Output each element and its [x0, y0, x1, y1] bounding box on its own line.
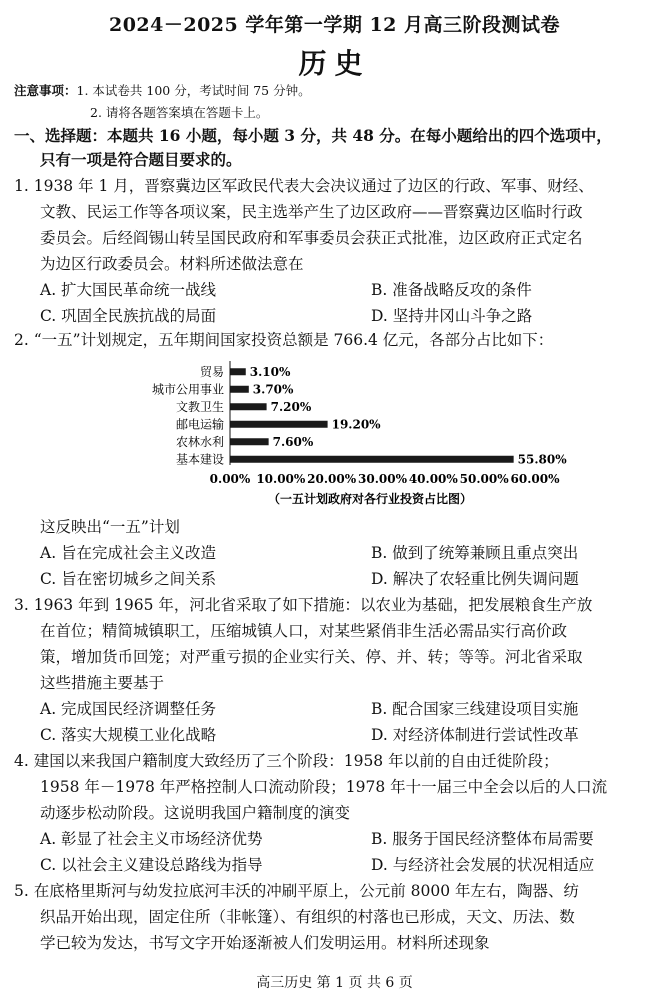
chart-x-tick-label: 50.00% — [459, 472, 509, 486]
chart-category-label: 农林水利 — [175, 434, 224, 449]
chart-x-tick-label: 20.00% — [307, 472, 357, 486]
notes-label: 注意事项： — [14, 83, 77, 98]
q1-stem: 委员会。后经阎锡山转呈国民政府和军事委员会获正式批准，边区政府正式定名 — [40, 229, 583, 247]
section-heading: 一、选择题：本题共 16 小题，每小题 3 分，共 48 分。在每小题给出的四个选项中， — [14, 126, 612, 145]
q2-stem: 2. “一五”计划规定，五年期间国家投资总额是 766.4 亿元，各部分占比如下： — [14, 331, 554, 349]
q3-option-d: D. 对经济体制进行尝试性改革 — [371, 726, 579, 744]
chart-category-label: 贸易 — [199, 364, 224, 379]
q4-stem: 动逐步松动阶段。这说明我国户籍制度的演变 — [40, 804, 351, 822]
q1-stem: 为边区行政委员会。材料所述做法意在 — [40, 255, 304, 273]
q2-option-c: C. 旨在密切城乡之间关系 — [40, 570, 217, 588]
chart-value-label: 3.10% — [249, 364, 291, 379]
q1-stem: 1. 1938 年 1 月，晋察冀边区军政民代表大会决议通过了边区的行政、军事、财经、 — [14, 177, 594, 195]
q1-option-b: B. 准备战略反攻的条件 — [371, 281, 532, 299]
q3-stem: 策，增加货币回笼；对严重亏损的企业实行关、停、并、转；等等。河北省采取 — [40, 648, 583, 666]
chart-bar — [230, 368, 246, 375]
section-heading-cont: 只有一项是符合题目要求的。 — [40, 150, 242, 169]
chart-x-tick-label: 60.00% — [510, 472, 560, 486]
chart-caption: （一五计划政府对各行业投资占比图） — [267, 492, 473, 506]
chart-value-label: 3.70% — [252, 382, 294, 397]
q1-option-c: C. 巩固全民族抗战的局面 — [40, 307, 217, 325]
q4-option-a: A. 彰显了社会主义市场经济优势 — [40, 830, 263, 848]
q5-stem: 5. 在底格里斯河与幼发拉底河丰沃的冲刷平原上，公元前 8000 年左右，陶器、纺 — [14, 882, 580, 900]
q5-stem: 学已较为发达，书写文字开始逐渐被人们发明运用。材料所述现象 — [40, 934, 490, 952]
q2-option-d: D. 解决了农轻重比例失调问题 — [371, 570, 579, 588]
chart-category-label: 邮电运输 — [175, 417, 224, 432]
chart-value-label: 7.60% — [272, 434, 314, 449]
q3-stem: 这些措施主要基于 — [40, 674, 165, 692]
q4-option-c: C. 以社会主义建设总路线为指导 — [40, 856, 263, 874]
exam-title: 2024－2025 学年第一学期 12 月高三阶段测试卷 — [108, 14, 561, 36]
q5-stem: 织品开始出现，固定住所（非帐篷）、有组织的村落也已形成，天文、历法、数 — [40, 908, 575, 926]
q4-stem: 1958 年－1978 年严格控制人口流动阶段；1978 年十一届三中全会以后的人口流 — [40, 778, 608, 796]
q4-stem: 4. 建国以来我国户籍制度大致经历了三个阶段：1958 年以前的自由迁徙阶段； — [14, 752, 559, 770]
q1-stem: 文教、民运工作等各项议案，民主选举产生了边区政府——晋察冀边区临时行政 — [40, 203, 583, 221]
chart-x-tick-label: 10.00% — [256, 472, 306, 486]
q3-option-c: C. 落实大规模工业化战略 — [40, 726, 217, 744]
q3-option-a: A. 完成国民经济调整任务 — [40, 700, 217, 718]
chart-bar — [230, 421, 328, 428]
page-footer: 高三历史 第 1 页 共 6 页 — [256, 975, 413, 991]
chart-bar — [230, 386, 249, 393]
note-item: 2. 请将各题答案填在答题卡上。 — [90, 105, 269, 120]
q1-option-d: D. 坚持井冈山斗争之路 — [371, 307, 533, 325]
chart-bar — [230, 403, 267, 410]
notes-line-1 — [14, 81, 311, 99]
note-item: 1. 本试卷共 100 分，考试时间 75 分钟。 — [76, 83, 311, 98]
q4-option-d: D. 与经济社会发展的状况相适应 — [371, 856, 595, 874]
q2-question: 这反映出“一五”计划 — [40, 518, 180, 536]
chart-value-label: 19.20% — [331, 417, 381, 432]
q3-stem: 在首位；精简城镇职工，压缩城镇人口，对某些紧俏非生活必需品实行高价政 — [40, 622, 568, 640]
q1-option-a: A. 扩大国民革命统一战线 — [40, 281, 217, 299]
chart-value-label: 55.80% — [517, 452, 567, 467]
chart-value-label: 7.20% — [270, 399, 312, 414]
chart-category-label: 城市公用事业 — [151, 382, 224, 397]
investment-bar-chart — [0, 355, 669, 515]
chart-bar — [230, 438, 269, 445]
chart-x-tick-label: 30.00% — [358, 472, 407, 486]
chart-x-tick-label: 0.00% — [209, 472, 251, 486]
q4-option-b: B. 服务于国民经济整体布局需要 — [371, 830, 594, 848]
q3-option-b: B. 配合国家三线建设项目实施 — [371, 700, 579, 718]
chart-bar — [230, 456, 514, 463]
q2-option-a: A. 旨在完成社会主义改造 — [40, 544, 217, 562]
chart-category-label: 基本建设 — [175, 452, 224, 467]
q2-option-b: B. 做到了统筹兼顾且重点突出 — [371, 544, 579, 562]
q3-stem: 3. 1963 年到 1965 年，河北省采取了如下措施：以农业为基础，把发展粮食生产放 — [14, 596, 593, 614]
chart-category-label: 文教卫生 — [175, 399, 224, 414]
chart-x-tick-label: 40.00% — [408, 472, 458, 486]
subject-title: 历史 — [298, 47, 371, 80]
